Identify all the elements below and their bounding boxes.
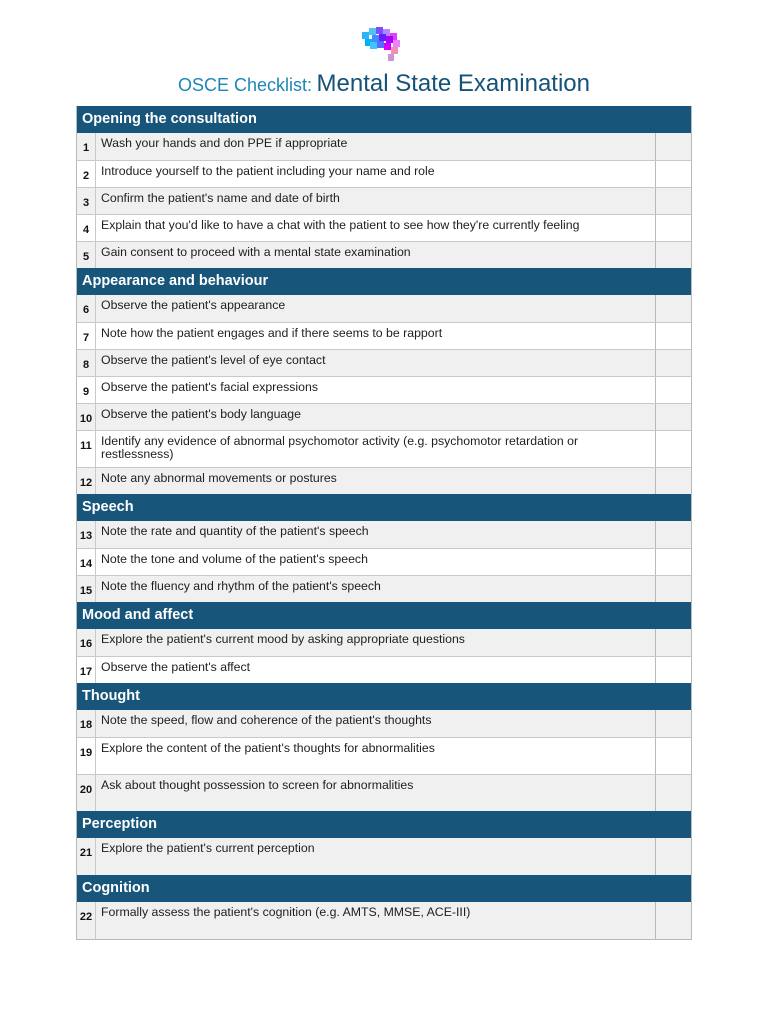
item-number: 13: [77, 521, 96, 548]
check-box[interactable]: [655, 377, 691, 403]
checklist-row: [77, 187, 691, 214]
checklist-row: [77, 575, 691, 602]
check-box[interactable]: [655, 323, 691, 349]
section-header: Thought: [77, 683, 691, 710]
section-block: [77, 683, 691, 811]
item-text: Observe the patient's body language: [101, 407, 301, 421]
item-text: Note the tone and volume of the patient's speech: [101, 552, 368, 566]
checklist-row: [77, 737, 691, 774]
checklist-row: [77, 656, 691, 683]
check-box[interactable]: [655, 215, 691, 241]
section-header: Opening the consultation: [77, 106, 691, 133]
check-box[interactable]: [655, 549, 691, 575]
check-box[interactable]: [655, 468, 691, 494]
check-box[interactable]: [655, 710, 691, 737]
section-header: Cognition: [77, 875, 691, 902]
checklist-row: [77, 521, 691, 548]
item-text: Observe the patient's affect: [101, 660, 251, 674]
item-number: 18: [77, 710, 96, 737]
checklist-row: [77, 548, 691, 575]
item-number: 6: [77, 295, 96, 322]
item-text: Ask about thought possession to screen for abnormalities: [101, 778, 414, 792]
item-number: 12: [77, 468, 96, 494]
item-number: 21: [77, 838, 96, 875]
item-number: 15: [77, 576, 96, 602]
item-text: Note the fluency and rhythm of the patient's speech: [101, 579, 381, 593]
checklist-row: [77, 430, 691, 467]
checklist-row: [77, 322, 691, 349]
item-text: Formally assess the patient's cognition (e.g. AMTS, MMSE, ACE-III): [101, 905, 471, 919]
item-text: Identify any evidence of abnormal psychomotor activity (e.g. psychomotor retardation or restlessness): [101, 434, 579, 461]
checklist-row: [77, 902, 691, 939]
item-text: Observe the patient's appearance: [101, 298, 286, 312]
item-number: 20: [77, 775, 96, 811]
section-block: [77, 494, 691, 602]
check-box[interactable]: [655, 838, 691, 875]
check-box[interactable]: [655, 242, 691, 268]
check-box[interactable]: [655, 295, 691, 322]
item-number: 10: [77, 404, 96, 430]
item-number: 19: [77, 738, 96, 774]
section-header: Appearance and behaviour: [77, 268, 691, 295]
check-box[interactable]: [655, 775, 691, 811]
check-box[interactable]: [655, 521, 691, 548]
section-block: [77, 811, 691, 875]
check-box[interactable]: [655, 404, 691, 430]
item-text: Introduce yourself to the patient including your name and role: [101, 164, 435, 178]
check-box[interactable]: [655, 738, 691, 774]
item-number: 16: [77, 629, 96, 656]
item-number: 22: [77, 902, 96, 939]
item-text: Note how the patient engages and if there seems to be rapport: [101, 326, 443, 340]
checklist-row: [77, 214, 691, 241]
item-number: 9: [77, 377, 96, 403]
checklist-row: [77, 710, 691, 737]
checklist-row: [77, 160, 691, 187]
page-title: [0, 70, 768, 98]
check-box[interactable]: [655, 431, 691, 467]
brain-icon: [360, 26, 408, 66]
checklist-row: [77, 403, 691, 430]
title-main: Mental State Examination: [316, 70, 590, 97]
checklist-row: [77, 376, 691, 403]
section-block: [77, 602, 691, 683]
item-text: Explore the patient's current perception: [101, 841, 315, 855]
item-text: Note the speed, flow and coherence of the patient's thoughts: [101, 713, 432, 727]
item-number: 17: [77, 657, 96, 683]
item-text: Note any abnormal movements or postures: [101, 471, 337, 485]
item-text: Explore the patient's current mood by asking appropriate questions: [101, 632, 465, 646]
item-number: 7: [77, 323, 96, 349]
checklist-row: [77, 774, 691, 811]
checklist-row: [77, 295, 691, 322]
item-number: 1: [77, 133, 96, 160]
checklist-row: [77, 133, 691, 160]
checklist-row: [77, 467, 691, 494]
check-box[interactable]: [655, 629, 691, 656]
section-header: Perception: [77, 811, 691, 838]
checklist-row: [77, 838, 691, 875]
item-text: Note the rate and quantity of the patient's speech: [101, 524, 369, 538]
section-header: Speech: [77, 494, 691, 521]
item-number: 11: [77, 431, 96, 467]
item-text: Confirm the patient's name and date of birth: [101, 191, 340, 205]
item-number: 5: [77, 242, 96, 268]
item-text: Wash your hands and don PPE if appropriate: [101, 136, 348, 150]
check-box[interactable]: [655, 657, 691, 683]
check-box[interactable]: [655, 902, 691, 939]
check-box[interactable]: [655, 161, 691, 187]
check-box[interactable]: [655, 350, 691, 376]
section-block: [77, 106, 691, 268]
section-header: Mood and affect: [77, 602, 691, 629]
item-number: 3: [77, 188, 96, 214]
check-box[interactable]: [655, 576, 691, 602]
checklist-row: [77, 349, 691, 376]
item-text: Observe the patient's facial expressions: [101, 380, 318, 394]
title-prefix: OSCE Checklist:: [178, 75, 313, 95]
item-text: Explore the content of the patient's thoughts for abnormalities: [101, 741, 435, 755]
item-number: 14: [77, 549, 96, 575]
item-text: Explain that you'd like to have a chat with the patient to see how they're currently feeling: [101, 218, 580, 232]
check-box[interactable]: [655, 188, 691, 214]
checklist-table: [76, 106, 692, 940]
item-number: 4: [77, 215, 96, 241]
item-number: 8: [77, 350, 96, 376]
check-box[interactable]: [655, 133, 691, 160]
item-text: Gain consent to proceed with a mental state examination: [101, 245, 411, 259]
item-number: 2: [77, 161, 96, 187]
checklist-row: [77, 241, 691, 268]
item-text: Observe the patient's level of eye contact: [101, 353, 326, 367]
section-block: [77, 268, 691, 494]
checklist-row: [77, 629, 691, 656]
section-block: [77, 875, 691, 939]
